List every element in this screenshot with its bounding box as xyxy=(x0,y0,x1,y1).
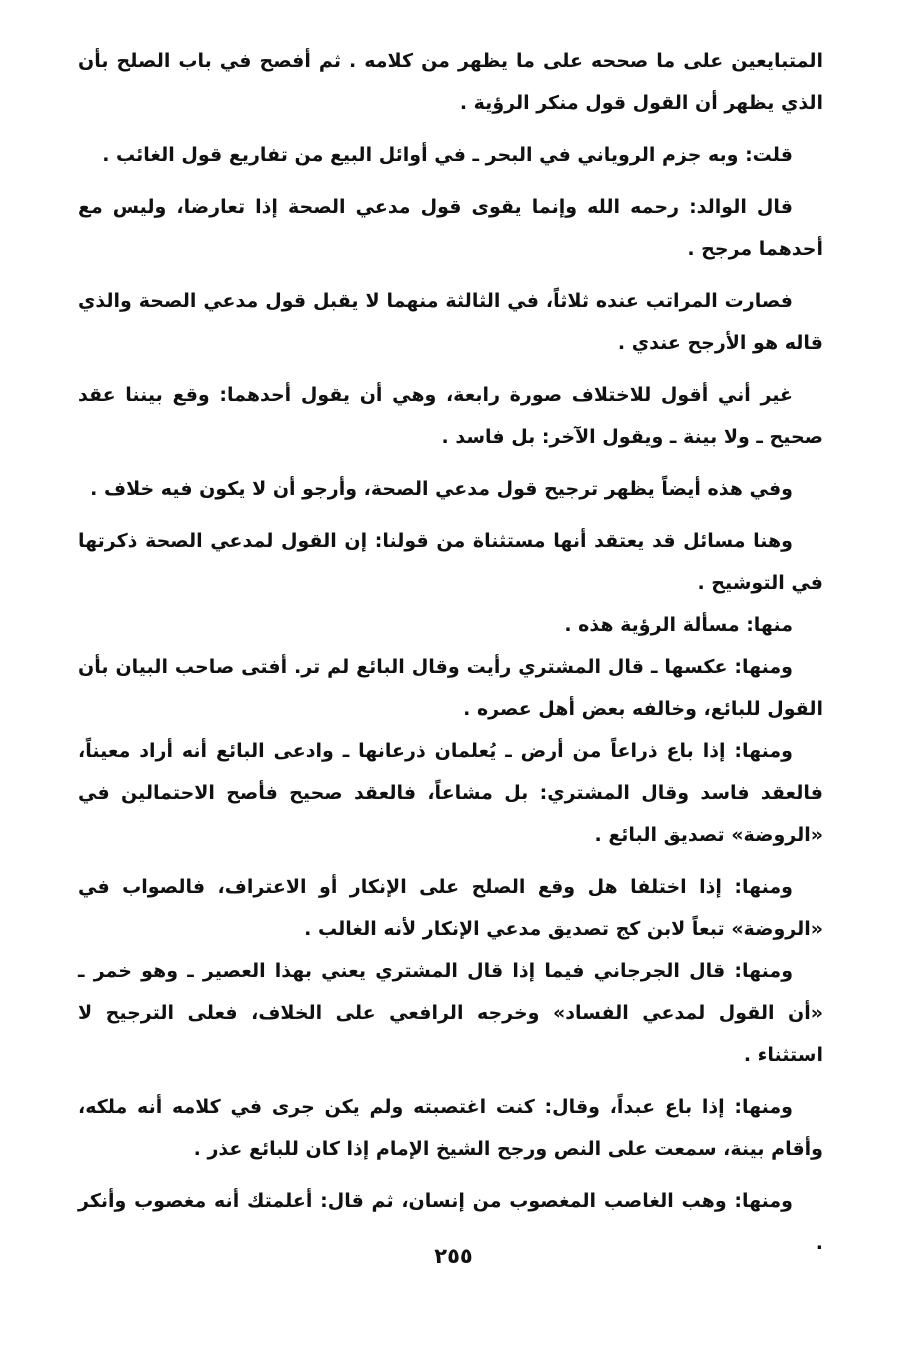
paragraph-minha-abd: ومنها: إذا باع عبداً، وقال: كنت اغتصبته ولم يكن جرى في كلامه أنه ملكه، وأقام بينة، سمعت على النص ورجح الشيخ الإمام إذا كان للبائع عذر . xyxy=(78,1096,823,1160)
paragraph-minha-hibah: ومنها: وهب الغاصب المغصوب من إنسان، ثم قال: أعلمتك أنه مغصوب وأنكر . xyxy=(78,1190,823,1254)
paragraph-minha-sulh: ومنها: إذا اختلفا هل وقع الصلح على الإنكار أو الاعتراف، فالصواب في «الروضة» تبعاً لابن كج تصديق مدعي الإنكار لأنه الغالب . xyxy=(78,876,823,940)
paragraph-qal-alwalid: قال الوالد: رحمه الله وإنما يقوى قول مدعي الصحة إذا تعارضا، وليس مع أحدهما مرجح . xyxy=(78,196,823,260)
paragraph-tarjih: وفي هذه أيضاً يظهر ترجيح قول مدعي الصحة، وأرجو أن لا يكون فيه خلاف . xyxy=(90,478,793,500)
paragraph-minha-ruyah: منها: مسألة الرؤية هذه . xyxy=(564,614,793,636)
paragraph-continuation: المتبايعين على ما صححه على ما يظهر من كلامه . ثم أفصح في باب الصلح بأن الذي يظهر أن القول قول منكر الرؤية . xyxy=(78,50,823,114)
paragraph-surah-rabiah: غير أني أقول للاختلاف صورة رابعة، وهي أن يقول أحدهما: وقع بيننا عقد صحيح ـ ولا بينة ـ ويقول الآخر: بل فاسد . xyxy=(78,384,823,448)
paragraph-minha-jurjani: ومنها: قال الجرجاني فيما إذا قال المشتري يعني بهذا العصير ـ وهو خمر ـ «أن القول لمدعي الفساد» وخرجه الرافعي على الخلاف، فعلى الترجيح لا استثناء . xyxy=(78,960,823,1066)
paragraph-qultu: قلت: وبه جزم الروياني في البحر ـ في أوائل البيع من تفاريع قول الغائب . xyxy=(102,144,793,166)
paragraph-minha-aksuha: ومنها: عكسها ـ قال المشتري رأيت وقال البائع لم تر. أفتى صاحب البيان بأن القول للبائع، وخالفه بعض أهل عصره . xyxy=(78,656,823,720)
page-number: ٢٥٥ xyxy=(434,1244,473,1268)
paragraph-maratib: فصارت المراتب عنده ثلاثاً، في الثالثة منهما لا يقبل قول مدعي الصحة والذي قاله هو الأرجح عندي . xyxy=(78,290,823,354)
page-body xyxy=(78,40,823,1264)
paragraph-minha-dhira: ومنها: إذا باع ذراعاً من أرض ـ يُعلمان ذرعانها ـ وادعى البائع أنه أراد معيناً، فالعقد فاسد وقال المشتري: بل مشاعاً، فالعقد صحيح فأصح الاحتمالين في «الروضة» تصديق البائع . xyxy=(78,740,823,846)
paragraph-masail: وهنا مسائل قد يعتقد أنها مستثناة من قولنا: إن القول لمدعي الصحة ذكرتها في التوشيح . xyxy=(78,530,823,594)
